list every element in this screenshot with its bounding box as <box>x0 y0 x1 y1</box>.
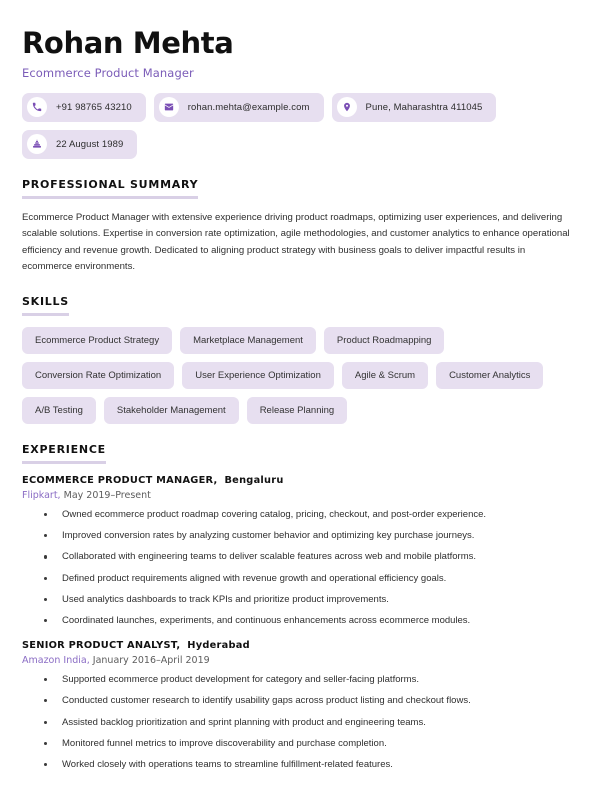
job-bullet: Improved conversion rates by analyzing customer behavior and optimizing key purchase journeys. <box>44 529 590 543</box>
summary-text: Ecommerce Product Manager with extensive experience driving product roadmaps, optimizing user experiences, and delivering scalable solutions. Expertise in conversion rate optimization, agile methodologies, and customer analytics to enhance operational efficiency and revenue growth. Dedicated to aligning product strategy with business goals to deliver impactful results in ecommerce environments. <box>22 211 570 273</box>
skill-chip: Stakeholder Management <box>104 397 239 424</box>
skill-chip: Product Roadmapping <box>324 327 445 354</box>
job-bullet: Worked closely with operations teams to streamline fulfillment-related features. <box>44 758 590 772</box>
skill-chip: Ecommerce Product Strategy <box>22 327 172 354</box>
experience-entry <box>22 640 590 772</box>
contact-chip[interactable] <box>154 93 324 122</box>
section-experience <box>22 440 590 772</box>
envelope-icon <box>159 97 179 117</box>
skill-chip: Conversion Rate Optimization <box>22 362 174 389</box>
contact-value: rohan.mehta@example.com <box>187 101 310 113</box>
job-dates: January 2016–April 2019 <box>92 654 210 666</box>
experience-entry <box>22 475 590 628</box>
job-company: Amazon India, <box>22 654 90 666</box>
contact-chip[interactable] <box>22 130 137 159</box>
location-pin-icon <box>337 97 357 117</box>
skill-chip: Release Planning <box>247 397 347 424</box>
job-title: ECOMMERCE PRODUCT MANAGER, <box>22 474 218 486</box>
skill-chip: Agile & Scrum <box>342 362 428 389</box>
job-title-line <box>22 475 590 486</box>
job-bullet: Coordinated launches, experiments, and continuous enhancements across ecommerce modules. <box>44 614 590 628</box>
contact-value: +91 98765 43210 <box>56 101 132 113</box>
job-bullet-list <box>22 673 590 772</box>
job-title: SENIOR PRODUCT ANALYST, <box>22 639 181 651</box>
job-title-line <box>22 640 590 651</box>
contact-value: Pune, Maharashtra 411045 <box>365 101 483 113</box>
section-heading-experience: EXPERIENCE <box>22 443 106 464</box>
skill-chip: User Experience Optimization <box>182 362 334 389</box>
job-company: Flipkart, <box>22 489 61 501</box>
job-bullet: Used analytics dashboards to track KPIs and prioritize product improvements. <box>44 593 590 607</box>
job-bullet: Assisted backlog prioritization and sprint planning with product and engineering teams. <box>44 716 590 730</box>
job-bullet: Conducted customer research to identify usability gaps across product listing and checkout flows. <box>44 694 590 708</box>
section-heading-skills: SKILLS <box>22 295 69 316</box>
contact-chip[interactable] <box>332 93 497 122</box>
job-location: Hyderabad <box>187 639 250 651</box>
contact-chip-rows <box>22 93 590 159</box>
job-role-subtitle: Ecommerce Product Manager <box>22 65 194 80</box>
contact-value: 22 August 1989 <box>56 138 124 150</box>
resume-header <box>22 28 590 159</box>
skill-chip: A/B Testing <box>22 397 96 424</box>
contact-chip[interactable] <box>22 93 146 122</box>
section-heading-summary: PROFESSIONAL SUMMARY <box>22 178 198 199</box>
job-bullet-list <box>22 508 590 628</box>
skills-list <box>22 327 590 424</box>
job-bullet: Supported ecommerce product development for category and seller-facing platforms. <box>44 673 590 687</box>
job-bullet: Owned ecommerce product roadmap covering catalog, pricing, checkout, and post-order experience. <box>44 508 590 522</box>
job-bullet: Collaborated with engineering teams to deliver scalable features across web and mobile platforms. <box>44 550 590 564</box>
section-professional-summary <box>22 175 590 276</box>
contact-chip-row <box>22 93 590 122</box>
skill-chip: Customer Analytics <box>436 362 543 389</box>
job-meta-line <box>22 655 590 666</box>
job-location: Bengaluru <box>224 474 284 486</box>
experience-list <box>22 475 590 772</box>
skill-chip: Marketplace Management <box>180 327 316 354</box>
job-dates: May 2019–Present <box>63 489 151 501</box>
birthday-cake-icon <box>27 134 47 154</box>
job-meta-line <box>22 490 590 501</box>
page-title: Rohan Mehta <box>22 26 234 60</box>
job-bullet: Monitored funnel metrics to improve discoverability and purchase completion. <box>44 737 590 751</box>
phone-icon <box>27 97 47 117</box>
contact-chip-row <box>22 130 590 159</box>
section-skills <box>22 292 590 424</box>
job-bullet: Defined product requirements aligned with revenue growth and operational efficiency goals. <box>44 572 590 586</box>
